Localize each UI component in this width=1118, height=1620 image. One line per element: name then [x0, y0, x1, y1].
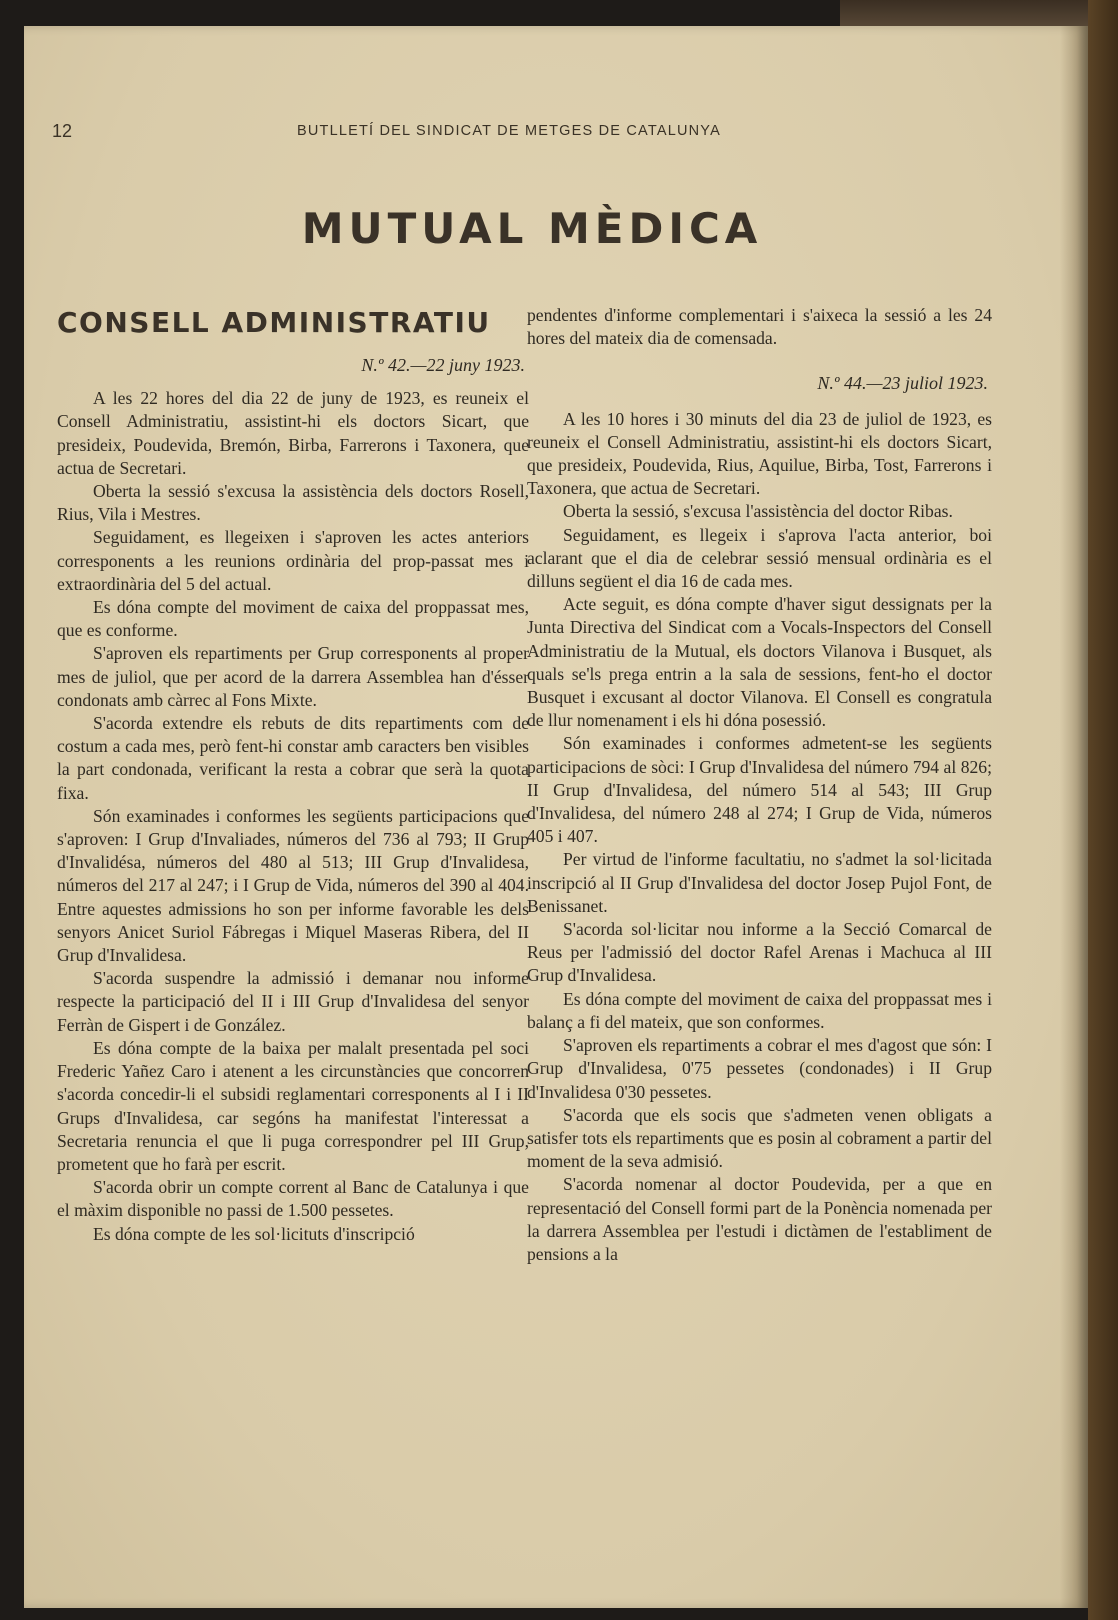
paragraph: Són examinades i conformes admetent-se les següents participacions de sòci: I Grup d'Invalidesa del número 794 al 826; II Grup d'Invalidesa, del número 514 al 543; III Grup d'Invalidesa, del número 248 al 274; I Grup de Vida, números 405 i 407. [527, 733, 992, 847]
left-column [57, 306, 529, 1246]
running-title: BUTLLETÍ DEL SINDICAT DE METGES DE CATALUNYA [297, 123, 721, 139]
page-edge-shadow [1060, 26, 1088, 1608]
paragraph: A les 10 hores i 30 minuts del dia 23 de juliol de 1923, es reuneix el Consell Administratiu, assistint-hi els doctors Sicart, que presideix, Poudevida, Rius, Aquilue, Birba, Tost, Farrerons i Taxonera, que actua de Secretari. [527, 408, 992, 499]
page-number: 12 [52, 121, 73, 141]
paragraph: Seguidament, es llegeixen i s'aproven les actes anteriors corresponents a les reunions ordinària del prop-passat mes i extraordinària del 5 del actual. [57, 527, 529, 594]
paragraph: Es dóna compte del moviment de caixa del proppassat mes i balanç a fi del mateix, que son conformes. [527, 988, 992, 1032]
running-header [52, 117, 812, 145]
paragraph: Són examinades i conformes les següents participacions que s'aproven: I Grup d'Invaliades, números del 736 al 793; II Grup d'Invalidésa, números del 480 al 513; III Grup d'Invalidesa, números del 217 al 247; i I Grup de Vida, números del 390 al 404. Entre aquestes admissions ho son per informe favorable les dels senyors Anicet Suriol Fábregas i Miquel Maseras Ribera, del II Grup d'Invalidesa. [57, 805, 529, 966]
session-label: N.º 42.—22 juny 1923. [361, 355, 525, 375]
paragraph: S'aproven els repartiments per Grup corresponents al proper mes de juliol, que per acord de la darrera Assemblea han d'ésser condonats amb càrrec al Fons Mixte. [57, 643, 529, 710]
section-title: CONSELL ADMINISTRATIU [57, 306, 491, 339]
paragraph: S'acorda extendre els rebuts de dits repartiments com de costum a cada mes, però fent-hi constar amb caracters ben visibles la part condonada, verificant la resta a cobrar que serà la quota fixa. [57, 713, 529, 803]
paragraph: Es dóna compte de les sol·licituts d'inscripció [93, 1223, 415, 1244]
book-binding [1088, 0, 1118, 1620]
paragraph: S'aproven els repartiments a cobrar el mes d'agost que són: I Grup d'Invalidesa, 0'75 pessetes (condonades) i II Grup d'Invalidesa 0'30 pessetes. [527, 1035, 992, 1102]
continuation-paragraph: pendentes d'informe complementari i s'aixeca la sessió a les 24 hores del mateix dia de comensada. [527, 305, 992, 349]
paragraph: S'acorda sol·licitar nou informe a la Secció Comarcal de Reus per l'admissió del doctor Rafel Arenas i Machuca al III Grup d'Invalidesa. [527, 919, 992, 986]
paragraph: Acte seguit, es dóna compte d'haver sigut dessignats per la Junta Directiva del Sindicat com a Vocals-Inspectors del Consell Administratiu de la Mutual, els doctors Vilanova i Busquet, als quals se'ls prega entrin a la sala de sessions, fent-ho el doctor Busquet i excusant al doctor Vilanova. El Consell es congratula de llur nomenament i els hi dóna posessió. [527, 594, 992, 731]
paragraph: Es dóna compte del moviment de caixa del proppassat mes, que es conforme. [57, 597, 529, 641]
paragraph: A les 22 hores del dia 22 de juny de 1923, es reuneix el Consell Administratiu, assistint-hi els doctors Sicart, que presideix, Poudevida, Bremón, Birba, Farrerons i Taxonera, que actua de Secretari. [57, 388, 529, 478]
paragraph: Es dóna compte de la baixa per malalt presentada pel soci Frederic Yañez Caro i atenent a les circunstàncies que concorren s'acorda concedir-li el subsidi reglamentari corresponents al I i II Grups d'Invalidesa, car segóns ha manifestat l'interessat a Secretaria renuncia el que li puga correspondrer pel III Grup, prometent que ho farà per escrit. [57, 1037, 529, 1174]
page-title: MUTUAL MÈDICA [301, 204, 763, 253]
paragraph: Per virtud de l'informe facultatiu, no s'admet la sol·licitada inscripció al II Grup d'Invalidesa del doctor Josep Pujol Font, de Benissanet. [527, 849, 992, 916]
paragraph: Seguidament, es llegeix i s'aprova l'acta anterior, boi aclarant que el dia de celebrar sessió mensual ordinària es el dilluns següent el dia 16 de cada mes. [527, 524, 992, 592]
paragraph: S'acorda que els socis que s'admeten venen obligats a satisfer tots els repartiments que es posin al cobrament a partir del moment de la seva admisió. [527, 1104, 992, 1172]
paragraph: Oberta la sessió s'excusa la assistència dels doctors Rosell, Rius, Vila i Mestres. [57, 481, 529, 525]
paragraph: S'acorda nomenar al doctor Poudevida, per a que en representació del Consell formi part de la Ponència nomenada per la darrera Assemblea per l'estudi i dictàmen de l'establiment de pensions a la [527, 1174, 992, 1264]
paragraph: S'acorda obrir un compte corrent al Banc de Catalunya i que el màxim disponible no passi de 1.500 pessetes. [57, 1177, 529, 1221]
paragraph: S'acorda suspendre la admissió i demanar nou informe respecte la participació del II i III Grup d'Invalidesa del senyor Ferràn de Gispert i de González. [57, 968, 529, 1035]
session-label: N.º 44.—23 juliol 1923. [817, 373, 988, 394]
right-column [527, 304, 992, 1266]
paragraph: Oberta la sessió, s'excusa l'assistència del doctor Ribas. [563, 501, 953, 522]
